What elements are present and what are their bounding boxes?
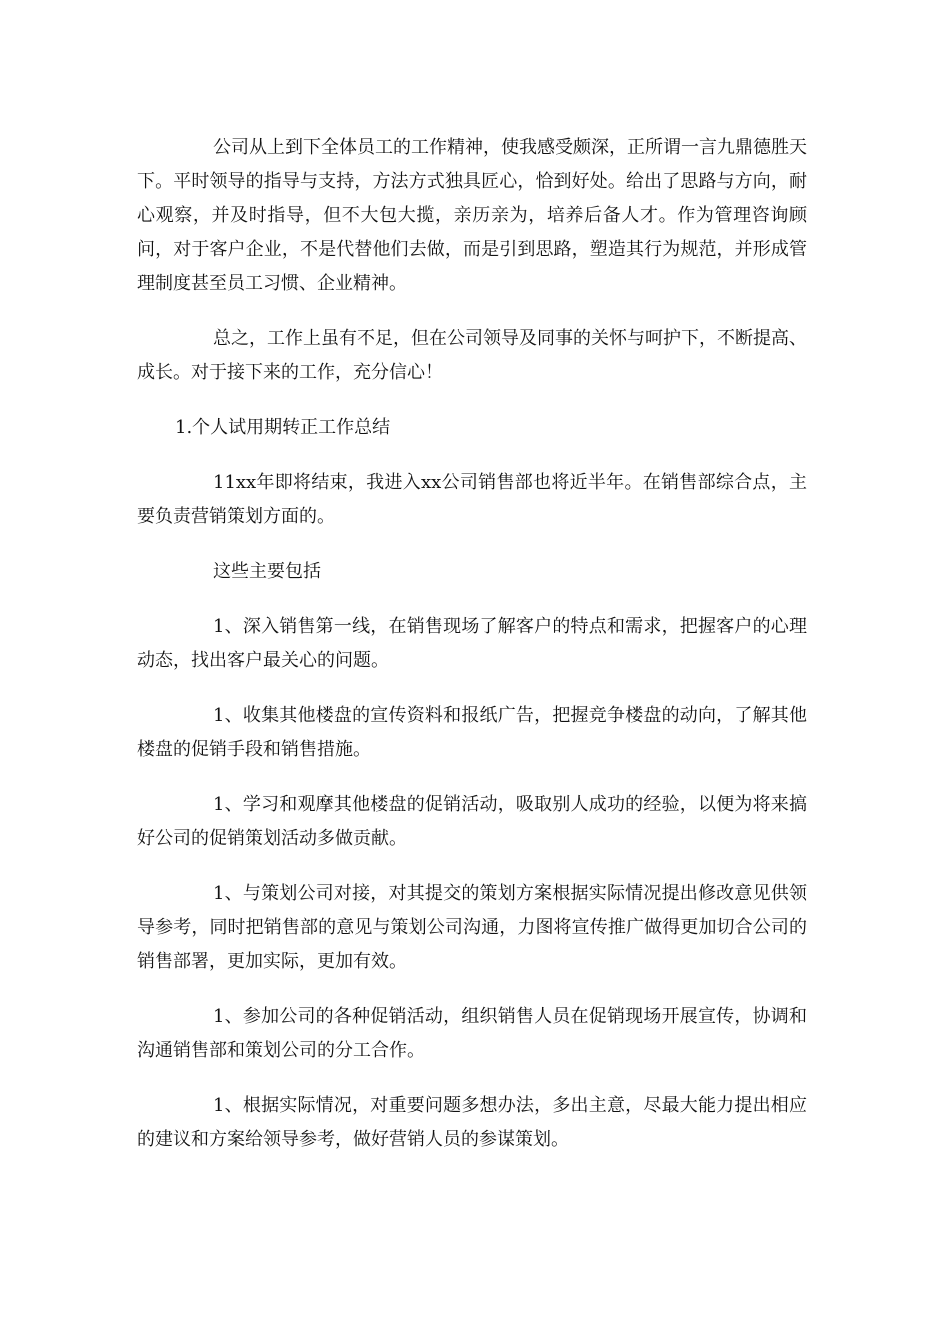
list-item: 1、学习和观摩其他楼盘的促销活动，吸取别人成功的经验，以便为将来搞好公司的促销策划活动多做贡献。 (137, 794, 807, 849)
paragraph-conclusion: 总之，工作上虽有不足，但在公司领导及同事的关怀与呵护下，不断提高、成长。对于接下来的工作，充分信心！ (137, 328, 807, 383)
list-item: 1、根据实际情况，对重要问题多想办法，多出主意，尽最大能力提出相应的建议和方案给领导参考，做好营销人员的参谋策划。 (137, 1095, 807, 1150)
paragraph-includes: 这些主要包括 (213, 561, 321, 582)
list-item: 1、参加公司的各种促销活动，组织销售人员在促销现场开展宣传，协调和沟通销售部和策划公司的分工合作。 (137, 1006, 807, 1061)
list-item: 1、深入销售第一线，在销售现场了解客户的特点和需求，把握客户的心理动态，找出客户最关心的问题。 (137, 616, 807, 671)
document-page (137, 131, 807, 1178)
section-heading: 1.个人试用期转正工作总结 (175, 417, 391, 438)
list-item: 1、收集其他楼盘的宣传资料和报纸广告，把握竞争楼盘的动向，了解其他楼盘的促销手段和销售措施。 (137, 705, 807, 760)
list-item: 1、与策划公司对接，对其提交的策划方案根据实际情况提出修改意见供领导参考，同时把销售部的意见与策划公司沟通，力图将宣传推广做得更加切合公司的销售部署，更加实际，更加有效。 (137, 883, 807, 972)
paragraph-intro: 11xx年即将结束，我进入xx公司销售部也将近半年。在销售部综合点，主要负责营销策划方面的。 (137, 472, 807, 527)
paragraph-company-spirit: 公司从上到下全体员工的工作精神，使我感受颇深，正所谓一言九鼎德胜天下。平时领导的指导与支持，方法方式独具匠心，恰到好处。给出了思路与方向，耐心观察，并及时指导，但不大包大揽，亲历亲为，培养后备人才。作为管理咨询顾问，对于客户企业，不是代替他们去做，而是引到思路，塑造其行为规范，并形成管理制度甚至员工习惯、企业精神。 (137, 137, 807, 294)
